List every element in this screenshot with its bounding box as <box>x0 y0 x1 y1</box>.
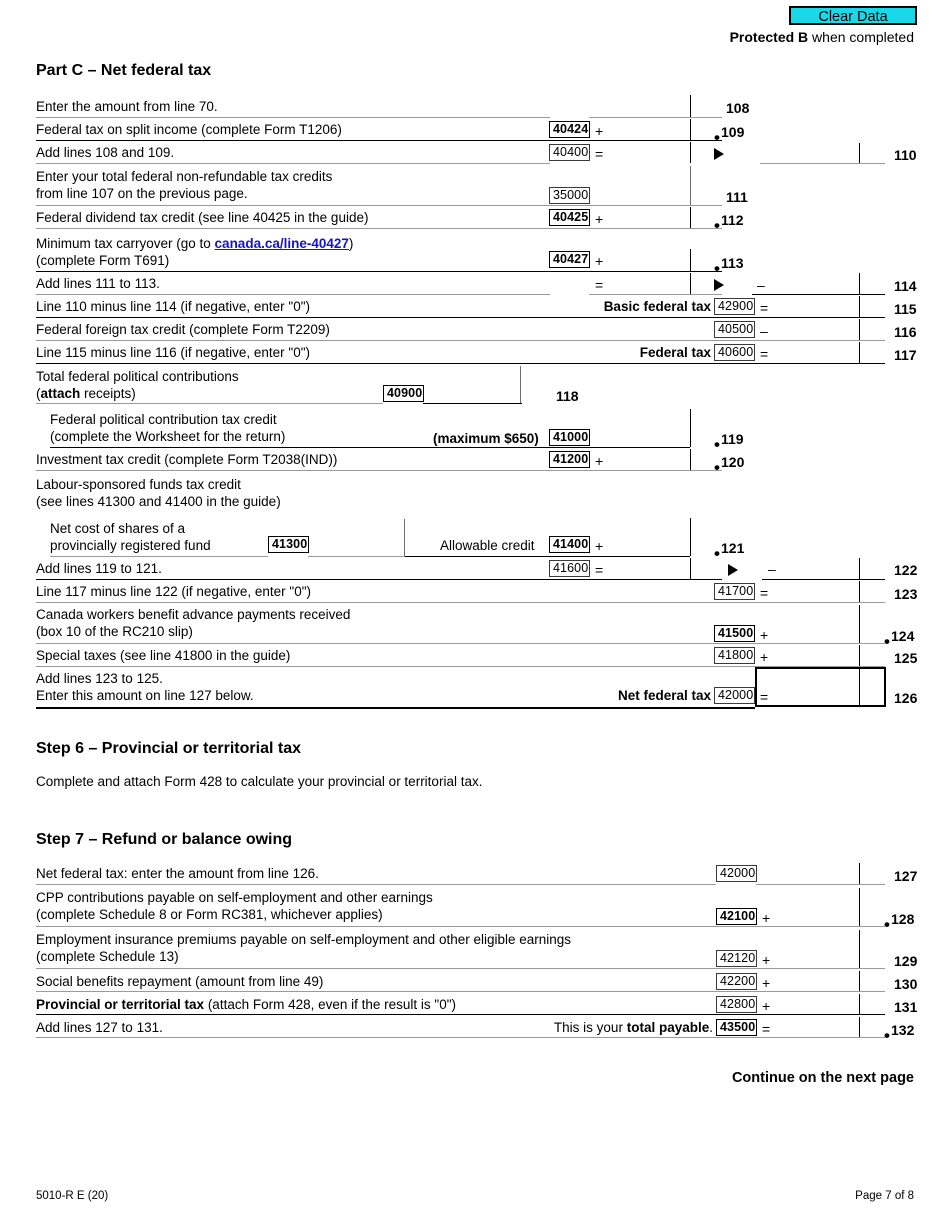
row-109-bullet: • <box>714 128 720 147</box>
row-130-rule <box>36 991 885 992</box>
row-131-cents-tick <box>859 994 860 1014</box>
row-124-label-line1: Canada workers benefit advance payments received <box>36 607 351 622</box>
row-124-label-line2: (box 10 of the RC210 slip) <box>36 624 193 639</box>
row-114-lineno: 114 <box>894 278 917 294</box>
labour-funds-heading-line2: (see lines 41300 and 41400 in the guide) <box>36 494 281 509</box>
row-115-operator: = <box>760 300 769 316</box>
row-132-right-label-suffix: . <box>709 1020 713 1035</box>
row-119-bullet: • <box>714 435 720 454</box>
step-6-body: Complete and attach Form 428 to calculate your provincial or territorial tax. <box>36 774 483 789</box>
row-116-cents-tick <box>859 319 860 340</box>
row-126-lineno: 126 <box>894 690 918 706</box>
row-129-cents-tick <box>859 930 860 968</box>
row-119-label-line2: (complete the Worksheet for the return) <box>50 429 286 444</box>
row-117-rule <box>36 363 885 364</box>
row-130-operator: + <box>762 975 771 991</box>
row-130-code-box[interactable]: 42200 <box>716 973 757 990</box>
row-122-rule <box>36 579 722 580</box>
row-109-code-box[interactable]: 40424 <box>549 121 590 138</box>
row-110-operator: = <box>595 146 604 162</box>
row-123-rule <box>36 602 885 603</box>
row-132-code-box[interactable]: 43500 <box>716 1019 757 1036</box>
row-122-far-cents-tick <box>859 558 860 579</box>
row-108-label: Enter the amount from line 70. <box>36 99 218 114</box>
row-109-label: Federal tax on split income (complete Form T1206) <box>36 122 342 137</box>
row-113-bullet: • <box>714 259 720 278</box>
protected-b-suffix: when completed <box>808 29 914 45</box>
row-120-rule <box>36 470 722 471</box>
row-129-label-line1: Employment insurance premiums payable on self-employment and other eligible earnings <box>36 932 572 947</box>
row-110-amount-rule <box>760 163 885 164</box>
row-128-label-line2: (complete Schedule 8 or Form RC381, whichever applies) <box>36 907 383 922</box>
row-112-operator: + <box>595 211 604 227</box>
row-116-operator: – <box>760 323 768 339</box>
row-120-bullet: • <box>714 458 720 477</box>
row-125-label: Special taxes (see line 41800 in the guide) <box>36 648 291 663</box>
row-117-operator: = <box>760 346 769 362</box>
row-115-label: Line 110 minus line 114 (if negative, enter "0") <box>36 299 310 314</box>
row-124-bullet: • <box>884 632 890 651</box>
row-126-code-box[interactable]: 42000 <box>714 687 755 704</box>
row-131-rule <box>36 1014 885 1015</box>
row-122-carry-arrow <box>728 564 738 576</box>
row-113-label-suffix: ) <box>348 236 354 251</box>
row-114-amount-rule <box>589 294 722 295</box>
row-121-operator: + <box>595 538 604 554</box>
row-109-lineno: 109 <box>721 124 745 140</box>
row-132-bullet: • <box>884 1026 890 1045</box>
row-118-cents-tick <box>520 366 521 403</box>
row-114-minus-operator: – <box>757 277 765 293</box>
row-119-max-label: (maximum $650) <box>433 431 539 446</box>
row-127-rule-left <box>36 884 716 885</box>
row-113-lineno: 113 <box>721 255 744 271</box>
part-c-title: Part C – Net federal tax <box>36 62 212 79</box>
row-119-label-line1: Federal political contribution tax credit <box>50 412 277 427</box>
row-115-cents-tick <box>859 296 860 317</box>
row-122-lineno: 122 <box>894 562 918 578</box>
step-7-title: Step 7 – Refund or balance owing <box>36 831 293 848</box>
page-number-label: Page 7 of 8 <box>855 1190 914 1202</box>
row-114-label: Add lines 111 to 113. <box>36 276 160 291</box>
row-109-rule <box>36 140 722 141</box>
row-123-label: Line 117 minus line 122 (if negative, enter "0") <box>36 584 311 599</box>
row-114-far-amount-rule <box>752 294 885 295</box>
row-119-cents-tick <box>690 409 691 447</box>
row-109-operator: + <box>595 123 604 139</box>
row-124-rule <box>36 643 885 644</box>
row-114-rule <box>36 294 550 295</box>
row-113-cents-tick <box>690 249 691 271</box>
row-113-label-prefix: Minimum tax carryover (go to <box>36 236 215 251</box>
row-124-code-box[interactable]: 41500 <box>714 625 755 642</box>
row-118-attach-bold: attach <box>40 386 81 401</box>
row-122-far-amount-rule <box>762 579 885 580</box>
row-115-rule <box>36 317 885 318</box>
row-116-rule <box>36 340 885 341</box>
row-112-bullet: • <box>714 216 720 235</box>
row-121-allowable-credit-label: Allowable credit <box>440 538 535 553</box>
row-112-cents-tick <box>690 207 691 228</box>
row-127-cents-tick <box>859 863 860 884</box>
row-119-code-box[interactable]: 41000 <box>549 429 590 446</box>
row-118-amount-rule <box>423 403 522 404</box>
row-128-code-box[interactable]: 42100 <box>716 908 757 925</box>
row-129-lineno: 129 <box>894 953 918 969</box>
row-112-lineno: 112 <box>721 212 744 228</box>
row-132-operator: = <box>762 1021 771 1037</box>
row-128-bullet: • <box>884 915 890 934</box>
row-132-right-label-prefix: This is your <box>553 1020 627 1035</box>
row-120-label: Investment tax credit (complete Form T2038(IND)) <box>36 452 338 467</box>
row-113-operator: + <box>595 253 604 269</box>
row-114-carry-arrow <box>714 279 724 291</box>
row-124-operator: + <box>760 627 769 643</box>
row-117-label: Line 115 minus line 116 (if negative, enter "0") <box>36 345 310 360</box>
row-124-lineno: 124 <box>891 628 915 644</box>
row-110-carry-arrow <box>714 148 724 160</box>
row-132-cents-tick <box>859 1017 860 1037</box>
row-111-cents-tick <box>690 166 691 205</box>
row-121-lineno: 121 <box>721 540 745 556</box>
row-128-operator: + <box>762 910 771 926</box>
protected-b-notice <box>730 29 914 45</box>
row-118-rule-left <box>36 403 383 404</box>
row-110-cents-tick <box>690 142 691 163</box>
row-121-net-cost-code-box[interactable]: 41300 <box>268 536 309 553</box>
row-115-right-label: Basic federal tax <box>603 299 711 314</box>
row-129-code-box[interactable]: 42120 <box>716 950 757 967</box>
row-126-net-federal-tax-amount-box[interactable] <box>755 667 886 707</box>
row-122-cents-tick <box>690 558 691 579</box>
row-120-operator: + <box>595 453 604 469</box>
row-129-operator: + <box>762 952 771 968</box>
row-122-operator: = <box>595 562 604 578</box>
row-119-rule <box>50 447 690 448</box>
row-110-far-cents-tick <box>859 143 860 163</box>
row-124-cents-tick <box>859 605 860 643</box>
row-121-rule-left <box>50 556 268 557</box>
row-120-lineno: 120 <box>721 454 745 470</box>
row-113-rule <box>36 271 722 272</box>
row-108-cents-tick <box>690 95 691 117</box>
row-121-rule <box>405 556 690 557</box>
form-id-label: 5010-R E (20) <box>36 1190 109 1202</box>
protected-b-bold: Protected B <box>729 29 809 45</box>
row-120-code-box[interactable]: 41200 <box>549 451 590 468</box>
row-121-cents-tick <box>690 518 691 556</box>
row-113-label-line2: (complete Form T691) <box>36 253 170 268</box>
row-126-right-label: Net federal tax <box>617 688 711 703</box>
labour-funds-heading-line1: Labour-sponsored funds tax credit <box>36 477 241 492</box>
row-131-operator: + <box>762 998 771 1014</box>
row-109-cents-tick <box>690 119 691 140</box>
row-127-label: Net federal tax: enter the amount from line 126. <box>36 866 319 881</box>
row-115-lineno: 115 <box>894 301 917 317</box>
row-121-bullet: • <box>714 544 720 563</box>
row-123-lineno: 123 <box>894 586 918 602</box>
row-118-receipts-text: receipts) <box>80 386 136 401</box>
row-123-operator: = <box>760 585 769 601</box>
row-128-label-line1: CPP contributions payable on self-employment and other earnings <box>36 890 433 905</box>
row-130-cents-tick <box>859 971 860 991</box>
row-110-lineno: 110 <box>894 147 917 163</box>
row-122-label: Add lines 119 to 121. <box>36 561 162 576</box>
row-130-lineno: 130 <box>894 976 918 992</box>
row-126-label-line1: Add lines 123 to 125. <box>36 671 163 686</box>
row-118-code-box[interactable]: 40900 <box>383 385 424 402</box>
row-110-label: Add lines 108 and 109. <box>36 145 175 160</box>
row-132-lineno: 132 <box>891 1022 915 1038</box>
row-120-cents-tick <box>690 449 691 470</box>
row-130-label: Social benefits repayment (amount from line 49) <box>36 974 324 989</box>
row-121-net-cost-cents-tick <box>404 519 405 556</box>
row-114-operator: = <box>595 277 604 293</box>
row-117-lineno: 117 <box>894 347 917 363</box>
row-131-label-rest: (attach Form 428, even if the result is "0") <box>204 997 457 1012</box>
row-126-label-line2: Enter this amount on line 127 below. <box>36 688 254 703</box>
row-125-operator: + <box>760 649 769 665</box>
row-108-lineno: 108 <box>726 100 750 116</box>
row-122-code-box[interactable]: 41600 <box>549 560 590 577</box>
row-111-lineno: 111 <box>726 189 748 205</box>
row-127-code-box[interactable]: 42000 <box>716 865 757 882</box>
row-126-rule <box>36 707 755 709</box>
row-132-total-payable-bold: total payable <box>626 1020 710 1035</box>
continue-next-page-text: Continue on the next page <box>731 1070 914 1086</box>
row-122-minus-operator: – <box>768 561 776 577</box>
row-125-lineno: 125 <box>894 650 918 666</box>
row-111-rule <box>36 205 722 206</box>
row-111-label-line1: Enter your total federal non-refundable tax credits <box>36 169 333 184</box>
row-123-code-box[interactable]: 41700 <box>714 583 755 600</box>
row-131-label-bold: Provincial or territorial tax <box>36 997 205 1012</box>
row-128-lineno: 128 <box>891 911 915 927</box>
canada-ca-line-40427-link[interactable]: canada.ca/line-40427 <box>214 236 349 251</box>
row-112-label: Federal dividend tax credit (see line 40425 in the guide) <box>36 210 369 225</box>
row-108-amount-rule <box>589 117 722 118</box>
row-117-cents-tick <box>859 342 860 363</box>
row-118-paren-open: ( <box>36 386 41 401</box>
row-116-code-box[interactable]: 40500 <box>714 321 755 338</box>
row-111-label-line2: from line 107 on the previous page. <box>36 186 248 201</box>
row-114-cents-tick <box>690 273 691 294</box>
row-117-code-box[interactable]: 40600 <box>714 344 755 361</box>
row-118-label-line2 <box>36 386 136 403</box>
row-112-code-box[interactable]: 40425 <box>549 209 590 226</box>
row-111-code-box[interactable]: 35000 <box>549 187 590 204</box>
row-116-label: Federal foreign tax credit (complete Form T2209) <box>36 322 330 337</box>
clear-data-button[interactable]: Clear Data <box>789 6 917 25</box>
row-132-right-label <box>452 1020 713 1037</box>
row-118-label-line1: Total federal political contributions <box>36 369 239 384</box>
row-125-code-box[interactable]: 41800 <box>714 647 755 664</box>
row-129-label-line2: (complete Schedule 13) <box>36 949 179 964</box>
row-123-cents-tick <box>859 581 860 602</box>
row-131-lineno: 131 <box>894 999 918 1015</box>
row-115-code-box[interactable]: 42900 <box>714 298 755 315</box>
row-127-amount-rule <box>756 884 885 885</box>
row-126-operator: = <box>760 689 769 705</box>
row-121-label-line2: provincially registered fund <box>50 538 211 553</box>
row-132-label: Add lines 127 to 131. <box>36 1020 163 1035</box>
row-121-label-line1: Net cost of shares of a <box>50 521 186 536</box>
row-110-code-box[interactable]: 40400 <box>549 144 590 161</box>
row-128-rule <box>36 926 885 927</box>
row-108-rule <box>36 117 550 118</box>
row-119-lineno: 119 <box>721 431 744 447</box>
row-125-cents-tick <box>859 645 860 666</box>
row-114-far-cents-tick <box>859 273 860 294</box>
row-131-code-box[interactable]: 42800 <box>716 996 757 1013</box>
row-128-cents-tick <box>859 888 860 926</box>
row-118-lineno: 118 <box>556 388 579 404</box>
row-117-right-label: Federal tax <box>639 345 711 360</box>
row-116-lineno: 116 <box>894 324 917 340</box>
step-6-title: Step 6 – Provincial or territorial tax <box>36 740 301 757</box>
row-126-cents-tick <box>859 669 860 707</box>
row-112-rule <box>36 228 722 229</box>
row-121-code-box[interactable]: 41400 <box>549 536 590 553</box>
row-110-rule <box>36 163 550 164</box>
row-121-net-cost-amount-rule <box>308 556 405 557</box>
row-113-label-line1 <box>36 236 353 253</box>
row-113-code-box[interactable]: 40427 <box>549 251 590 268</box>
row-129-rule <box>36 968 885 969</box>
row-127-lineno: 127 <box>894 868 918 884</box>
row-131-label <box>36 997 456 1014</box>
row-132-rule <box>36 1037 885 1038</box>
